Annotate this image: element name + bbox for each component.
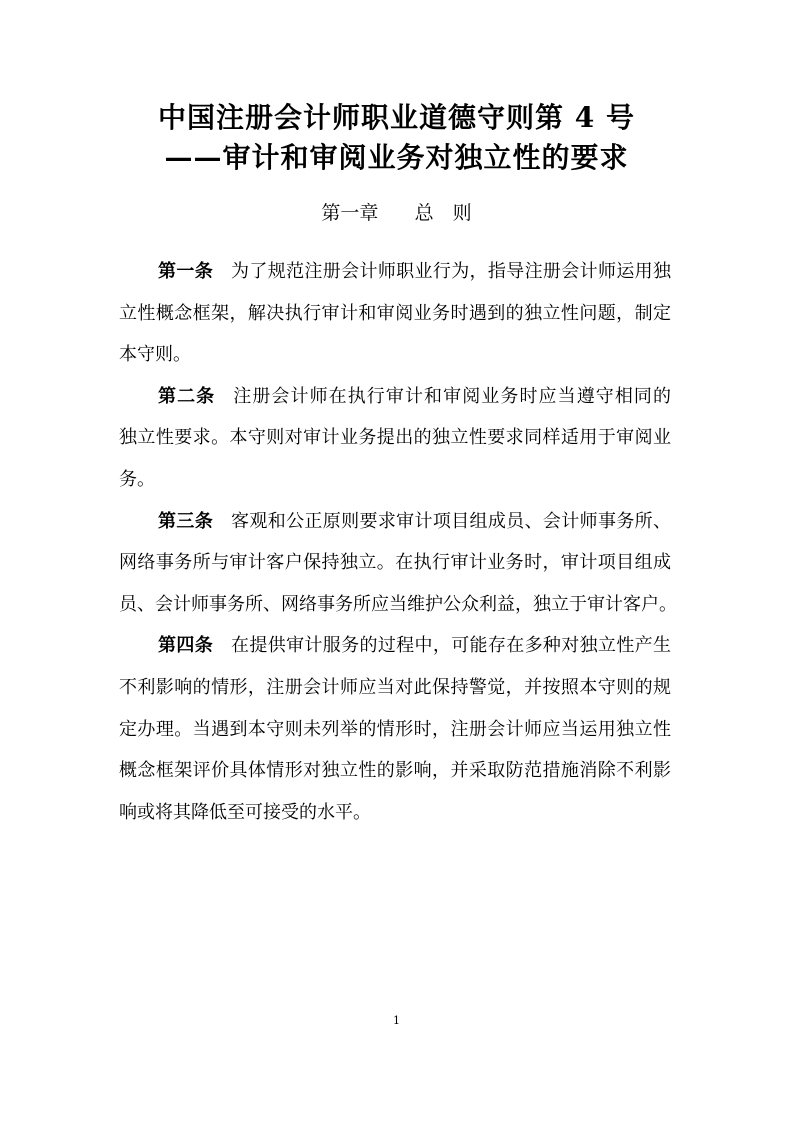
article-line [119,792,671,834]
article-text: 员、会计师事务所、网络事务所应当维护公众利益，独立于审计客户。 [119,593,677,615]
article-text: 注册会计师在执行审计和审阅业务时应当遵守相同的 [233,385,672,407]
article-label: 第四条 [158,635,214,657]
article-line [119,459,671,501]
article-text: 立性概念框架，解决执行审计和审阅业务时遇到的独立性问题，制定 [119,302,671,324]
article-text: 定办理。当遇到本守则未列举的情形时，注册会计师应当运用独立性 [119,718,671,740]
article-paragraph [119,625,671,833]
article-paragraph [119,376,671,501]
article-paragraph [119,251,671,376]
article-text: 在提供审计服务的过程中，可能存在多种对独立性产生 [231,635,672,657]
article-label: 第一条 [158,261,214,282]
document-body [119,251,677,833]
article-line [119,251,671,293]
page-number: 1 [393,1014,400,1027]
article-line [119,542,671,584]
article-label: 第二条 [158,385,216,407]
article-line [119,584,677,626]
chapter-heading [0,199,793,227]
article-line [119,417,671,459]
article-text: 为了规范注册会计师职业行为，指导注册会计师运用独 [231,261,672,282]
chapter-number: 第一章 [321,202,379,224]
article-line [119,293,671,335]
article-line [119,625,671,667]
article-line [119,750,671,792]
article-text: 概念框架评价具体情形对独立性的影响，并采取防范措施消除不利影 [119,760,671,782]
chapter-name: 总 则 [414,202,472,224]
article-line [119,709,671,751]
article-text: 网络事务所与审计客户保持独立。在执行审计业务时，审计项目组成 [119,552,671,574]
document-title-line-2: ——审计和审阅业务对独立性的要求 [164,141,629,174]
article-label: 第三条 [158,510,214,532]
article-text: 务。 [119,468,155,490]
article-text: 客观和公正原则要求审计项目组成员、会计师事务所、 [231,510,672,532]
article-text: 响或将其降低至可接受的水平。 [119,801,371,823]
document-title-line-1: 中国注册会计师职业道德守则第 4 号 [158,101,635,134]
article-paragraph [119,501,677,626]
article-text: 不利影响的情形，注册会计师应当对此保持警觉，并按照本守则的规 [119,676,671,698]
article-line [119,334,671,376]
article-line [119,667,671,709]
article-line [119,501,671,543]
article-text: 本守则。 [119,344,191,366]
article-text: 独立性要求。本守则对审计业务提出的独立性要求同样适用于审阅业 [119,427,671,449]
article-line [119,376,671,418]
